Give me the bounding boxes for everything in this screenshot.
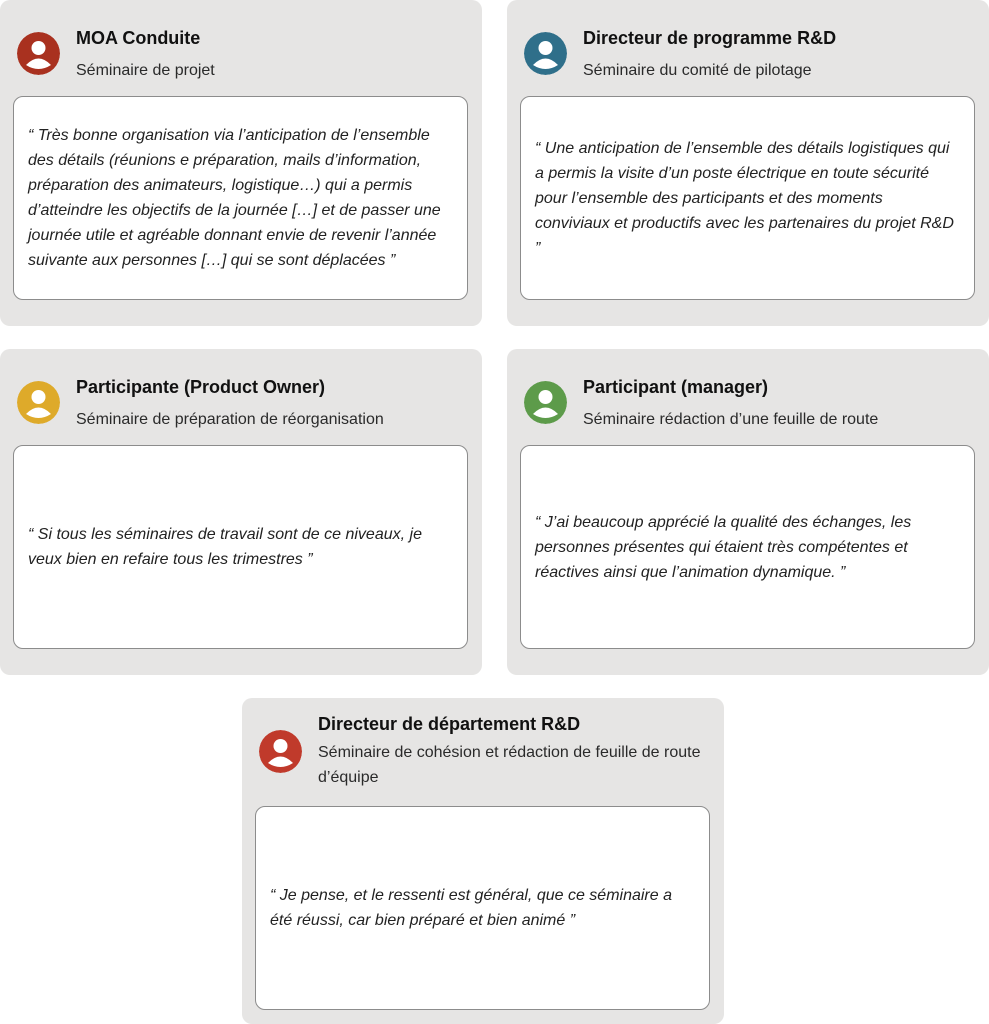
testimonial-card <box>507 349 989 675</box>
user-avatar-icon <box>524 381 567 424</box>
testimonial-card <box>0 0 482 326</box>
event-context: Séminaire de projet <box>76 62 215 79</box>
event-context: Séminaire de cohésion et rédaction de feuille de route d’équipe <box>318 744 701 786</box>
quote-text: “ Si tous les séminaires de travail sont de ce niveaux, je veux bien en refaire tous les trimestres ” <box>28 526 422 568</box>
person-name: Directeur de programme R&D <box>583 28 837 48</box>
quote-text: “ Je pense, et le ressenti est général, que ce séminaire a été réussi, car bien préparé et bien animé ” <box>270 887 672 929</box>
user-avatar-icon <box>259 730 302 773</box>
person-name: Participant (manager) <box>583 377 769 397</box>
testimonial-card <box>0 349 482 675</box>
person-name: Participante (Product Owner) <box>76 377 326 397</box>
user-avatar-icon <box>17 381 60 424</box>
testimonial-card <box>242 698 724 1024</box>
user-avatar-icon <box>524 32 567 75</box>
person-name: MOA Conduite <box>76 28 201 48</box>
event-context: Séminaire de préparation de réorganisation <box>76 411 384 428</box>
testimonial-card <box>507 0 989 326</box>
quote-box <box>255 806 710 1010</box>
quote-text: “ J’ai beaucoup apprécié la qualité des échanges, les personnes présentes qui étaient très compétentes et réactives ainsi que l’animation dynamique. ” <box>535 513 912 581</box>
event-context: Séminaire rédaction d’une feuille de route <box>583 411 879 428</box>
quote-text: “ Une anticipation de l’ensemble des détails logistiques qui a permis la visite d’un poste électrique en toute sécurité pour l’ensemble des participants et des moments conviviaux et productifs avec les partenaires du projet R&D ” <box>535 139 954 257</box>
quote-box <box>13 445 468 649</box>
event-context: Séminaire du comité de pilotage <box>583 62 812 79</box>
quote-box <box>13 96 468 300</box>
quote-text: “ Très bonne organisation via l’anticipation de l’ensemble des détails (réunions e préparation, mails d’information, préparation des animateurs, logistique…) qui a permis d’atteindre les objectifs de la journée […] et de passer une journée utile et agréable donnant envie de revenir l’année suivante aux personnes […] qui se sont déplacées ” <box>28 127 441 269</box>
person-name: Directeur de département R&D <box>318 714 581 734</box>
user-avatar-icon <box>17 32 60 75</box>
quote-box <box>520 96 975 300</box>
quote-box <box>520 445 975 649</box>
